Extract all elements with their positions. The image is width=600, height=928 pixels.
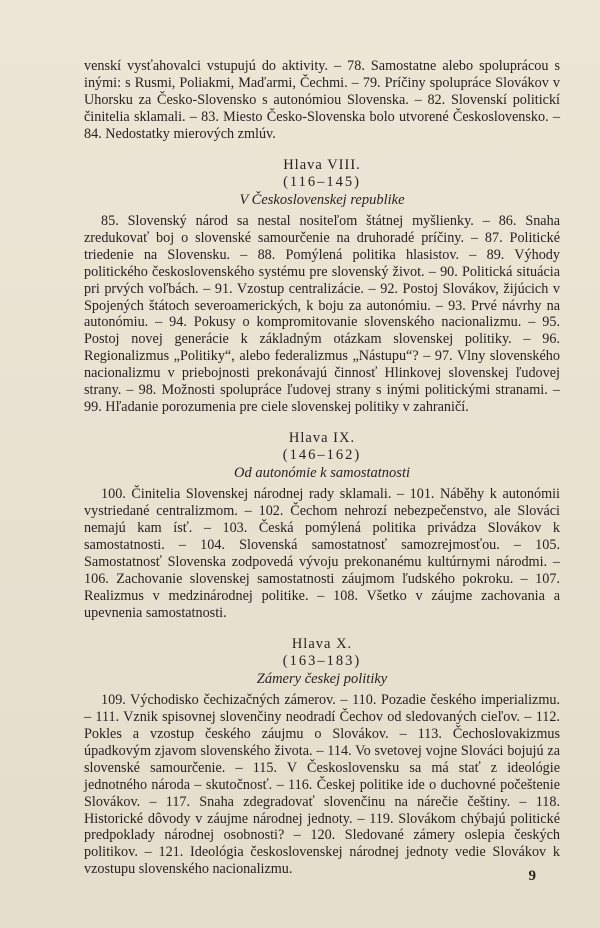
chapter-subtitle: Zámery českej politiky [256, 670, 388, 687]
chapter-heading-viii [84, 157, 560, 210]
chapter-summary-viii: 85. Slovenský národ sa nestal nositeľom štátnej myšlienky. – 86. Snaha zredukovať boj o slovenské samourčenie na druhoradé príčiny. – 87. Politické triedenie na Slovensku. – 88. Pomýlená politika hlasistov. – 89. Výhody politického československého systému pre slovenský život. – 90. Politická situácia pri prvých voľbách. – 91. Vzostup centralizácie. – 92. Postoj Slovákov, žijúcich v Spojených štátoch severoamerických, k boju za autonómiu. – 93. Prvé návrhy na autonómiu. – 94. Pokusy o kompromitovanie slovenského nacionalizmu. – 95. Postoj novej generácie k základným otázkam slovenskej politiky. – 96. Regionalizmus „Politiky“, alebo federalizmus „Nástupu“? – 97. Vlny slovenského nacionalizmu v priebojnosti prekonávajú činnosť Hlinkovej slovenskej ľudovej strany. – 98. Možnosti spolupráce ľudovej strany s inými politickými stranami. – 99. Hľadanie porozumenia pre ciele slovenskej politiky v zahraničí. [84, 213, 560, 415]
chapter-summary-ix: 100. Činitelia Slovenskej národnej rady sklamali. – 101. Náběhy k autonómii vystriedané centralizmom. – 102. Čechom nehrozí nebezpečenstvo, ale Slováci nemajú kam ísť. – 103. Česká pomýlená politika privádza Slovákov k samostatnosti. – 104. Slovenská samostatnosť samozrejmosťou. – 105. Samostatnosť Slovenska zodpovedá vývoju prekonanému kultúrnymi národmi. – 106. Zachovanie slovenskej samostatnosti záujmom ľudského pokroku. – 107. Realizmus v medzinárodnej politike. – 108. Všetko v záujme zachovania a upevnenia samostatnosti. [84, 486, 560, 621]
chapter-title: Hlava X. [291, 635, 353, 652]
page-number: 9 [528, 868, 536, 884]
intro-paragraph: venskí vysťahovalci vstupujú do aktivity. – 78. Samostatne alebo spoluprácou s inými: s Rusmi, Poliakmi, Maďarmi, Čechmi. – 79. Príčiny spolupráce Slovákov v Uhorsku za Česko-Slovensko s autonómiou Slovenska. – 82. Slovenskí politickí činitelia sklamali. – 83. Miesto Česko-Slovenska bolo utvorené Československo. – 84. Nedostatky mierových zmlúv. [84, 58, 560, 142]
chapter-title: Hlava IX. [288, 429, 356, 446]
page-body [84, 58, 560, 878]
chapter-heading-x [84, 636, 560, 689]
chapter-heading-ix [84, 430, 560, 483]
chapter-summary-x: 109. Východisko čechizačných zámerov. – 110. Pozadie českého imperializmu. – 111. Vznik spisovnej slovenčiny neodradí Čechov od sledovaných cieľov. – 112. Pokles a vzostup českého záujmu o Slovákov. – 113. Čechoslovakizmus úpadkovým zjavom slovenského života. – 114. Vo svetovej vojne Slováci bojujú za slovenské samourčenie. – 115. V Československu sa má stať z ideológie jednotného národa – skutočnosť. – 116. Českej politike ide o duchovné počeštenie Slovákov. – 117. Snaha zdegradovať slovenčinu na nárečie češtiny. – 118. Historické dôvody v záujme národnej jednoty. – 119. Slovákom chýbajú politické predpoklady národnej osobnosti? – 120. Sledované zámery oslepia českých politikov. – 121. Ideológia československej národnej jednoty vedie Slovákov k vzostupu slovenského nacionalizmu. [84, 692, 560, 878]
chapter-subtitle: V Československej republike [239, 191, 405, 208]
chapter-page-range: (146–162) [282, 447, 362, 464]
chapter-page-range: (116–145) [283, 174, 361, 191]
chapter-subtitle: Od autonómie k samostatnosti [233, 464, 410, 481]
chapter-title: Hlava VIII. [283, 156, 361, 173]
chapter-page-range: (163–183) [282, 653, 362, 670]
